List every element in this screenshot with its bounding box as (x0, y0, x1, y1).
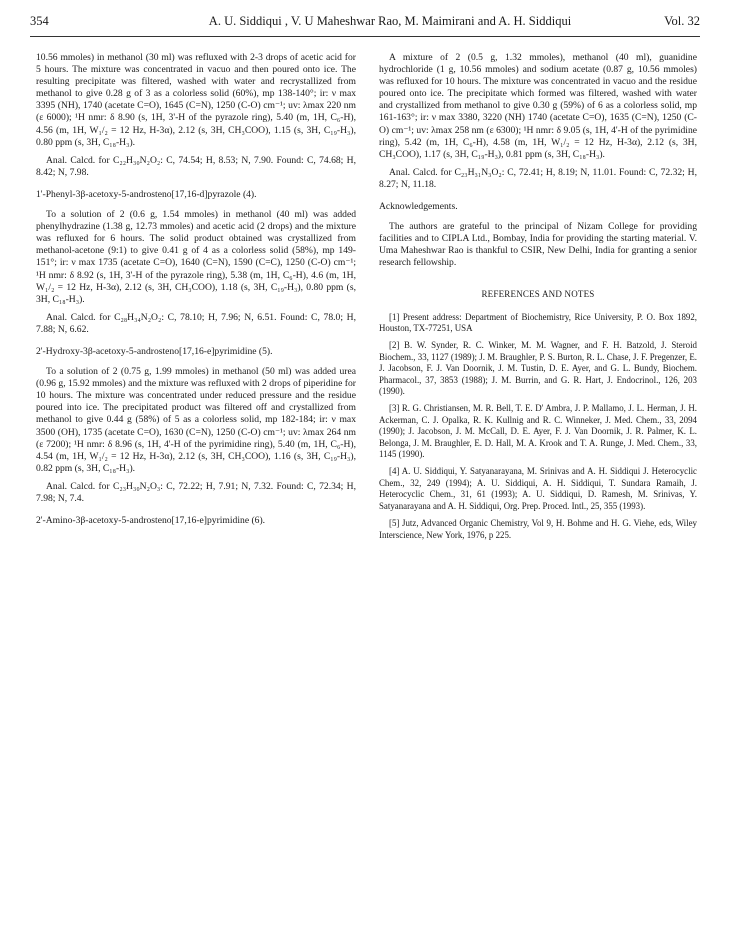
page-number: 354 (30, 14, 49, 28)
reference-item: [1] Present address: Department of Biochemistry, Rice University, P. O. Box 1892, Houston, TX-77251, USA (379, 311, 697, 333)
analysis-paragraph: Anal. Calcd. for C₂₈H₃₄N₂O₂: C, 78.10; H, 7.96; N, 6.51. Found: C, 78.0; H, 7.88; N, 6.62. (36, 311, 356, 335)
procedure-paragraph: To a solution of 2 (0.75 g, 1.99 mmoles) in methanol (50 ml) was added urea (0.96 g, 15.92 mmoles) and the mixture was refluxed with 2 drops of piperidine for 10 hours. The mixture was concentrated under reduced pressure and the residue poured into ice. The precipitated product was filtered off and crystallized from methanol to give 0.44 g (58%) of 5 as a colorless solid, mp 182-184; ir: ν max 3500 (OH), 1735 (acetate C=O), 1630 (C=N), 1250 (C-O) cm⁻¹; uv: λmax 264 nm (ε 7200); ¹H nmr: δ 8.96 (s, 1H, 4'-H of the pyrimidine ring), 5.40 (m, 1H, C₆-H), 4.54 (m, 1H, W₁/₂ = 12 Hz, H-3α), 2.12 (s, 3H, CH₃COO), 1.16 (s, 3H, C₁₉-H₃), 0.82 ppm (s, 3H, C₁₈-H₃). (36, 366, 356, 474)
right-column (379, 52, 697, 547)
reference-item: [2] B. W. Synder, R. C. Winker, M. M. Wagner, and F. H. Batzold, J. Steroid Biochem., 33, 1127 (1989); J. M. Braughler, P. S. Burton, R. L. Chase, J. F. Pregenzer, E. J. Jacobson, F. J. Van Doornik, J. M. Tustin, D. E. Ayer, and G. L. Bundy, Biochem. Pharmacol., 37, 3853 (1988); J. M. Burrin, and G. R. Hart, J. Endocrinol., 126, 203 (1990). (379, 340, 697, 397)
procedure-paragraph: 10.56 mmoles) in methanol (30 ml) was refluxed with 2-3 drops of acetic acid for 5 hours. The mixture was concentrated in vacuo and then poured onto ice. The resulting precipitate was filtered, washed with water and recrystallized from methanol to give 0.28 g of 3 as a colorless solid (60%), mp 138-140°; ir: ν max 3395 (NH), 1740 (acetate C=O), 1645 (C=N), 1250 (C-O) cm⁻¹; uv: λmax 220 nm (ε 6000); ¹H nmr: δ 8.90 (s, 1H, 3'-H of the pyrazole ring), 5.40 (m, 1H, C₆-H), 4.56 (m, 1H, W₁/₂ = 12 Hz, H-3α), 2.12 (s, 3H, CH₃COO), 1.15 (s, 3H, C₁₉-H₃), 0.80 ppm (s, 3H, C₁₈-H₃). (36, 52, 356, 148)
reference-item: [4] A. U. Siddiqui, Y. Satyanarayana, M. Srinivas and A. H. Siddiqui J. Heterocyclic Chem., 32, 249 (1994); A. U. Siddiqui, A. H. Siddiqui, T. Sundara Ramaih, J. Heterocyclic Chem., 31, 61 (1993); A. U. Siddiqui, D. Ramesh, M. Srinivas, Y. Satyanarayana and A. H. Siddiqui, Org. Prep. Proced. Intl., 25, 355 (1993). (379, 466, 697, 511)
analysis-paragraph: Anal. Calcd. for C₂₂H₃₀N₂O₂: C, 74.54; H, 8.53; N, 7.90. Found: C, 74.68; H, 8.42; N, 7.98. (36, 154, 356, 178)
page-header (30, 14, 700, 34)
compound-heading: 1'-Phenyl-3β-acetoxy-5-androsteno[17,16-d]pyrazole (4). (36, 188, 257, 200)
volume-label: Vol. 32 (664, 14, 700, 28)
reference-item: [5] Jutz, Advanced Organic Chemistry, Vol 9, H. Bohme and H. G. Viehe, eds, Wiley Interscience, New York, 1976, p 225. (379, 518, 697, 540)
running-authors: A. U. Siddiqui , V. U Maheshwar Rao, M. Maimirani and A. H. Siddiqui (208, 14, 572, 28)
procedure-paragraph: To a solution of 2 (0.6 g, 1.54 mmoles) in methanol (40 ml) was added phenylhydrazine (1.38 g, 12.73 mmoles) and acetic acid (2 drops) and the mixture was refluxed for 6 hours. The solid product obtained was crystallized from methanol-acetone (9:1) to give 0.41 g of 4 as a colorless solid (58%), mp 149-151°; ir: ν max 1735 (acetate C=O), 1640 (C=N), 1590 (C=C), 1250 (C-O) cm⁻¹; ¹H nmr: δ 8.92 (s, 1H, 3'-H of the pyrazole ring), 5.38 (m, 1H, C₆-H), 4.6 (m, 1H, W₁/₂ = 12 Hz, H-3α), 2.12 (s, 3H, CH₃COO), 1.18 (s, 3H, C₁₉-H₃), 0.80 ppm (s, 3H, C₁₈-H₃). (36, 209, 356, 305)
header-rule (30, 36, 700, 37)
references-title: REFERENCES AND NOTES (481, 288, 595, 299)
acknowledgements-text: The authors are grateful to the principal of Nizam College for providing facilities and to CIPLA Ltd., Bombay, India for providing the starting material. V. Uma Maheshwar Rao is thankful to CSIR, New Delhi, India for granting a senior research fellowship. (379, 221, 697, 269)
analysis-paragraph: Anal. Calcd. for C₂₃H₃₁N₃O₂: C, 72.41; H, 8.19; N, 11.01. Found: C, 72.32; H, 8.27; N, 11.18. (379, 166, 697, 190)
procedure-paragraph: A mixture of 2 (0.5 g, 1.32 mmoles), methanol (40 ml), guanidine hydrochloride (1 g, 10.56 mmoles) and sodium acetate (0.87 g, 10.56 mmoles) was refluxed for 10 hours. The mixture was concentrated in vacuo and the residue poured onto ice. The precipitate which formed was filtered, washed with water and crystallized from methanol to give 0.30 g (59%) of 6 as a colorless solid, mp 161-163°; ir: ν max 3380, 3220 (NH) 1740 (acetate C=O), 1635 (C=N), 1250 (C-O) cm⁻¹; uv: λmax 258 nm (ε 6300); ¹H nmr: δ 9.05 (s, 1H, 4'-H of the pyrimidine ring), 5.42 (m, 1H, C₆-H), 4.58 (m, 1H, W₁/₂ = 12 Hz, H-3α), 2.12 (s, 3H, CH₃COO), 1.17 (s, 3H, C₁₉-H₃), 0.81 ppm (s, 3H, C₁₈-H₃). (379, 52, 697, 160)
reference-item: [3] R. G. Christiansen, M. R. Bell, T. E. D' Ambra, J. P. Mallamo, J. L. Herman, J. H. Ackerman, C. J. Opalka, R. K. Kullnig and R. C. Winneker, J. Med. Chem., 33, 2094 (1990); J. Jacobson, J. M. McCall, D. E. Ayer, F. J. Van Doornik, J. R. Palmer, K. L. Belonga, J. M. Braughler, E. D. Hall, M. A. Krook and T. A. Runge, J. Med. Chem., 33, 1145 (1990). (379, 403, 697, 460)
acknowledgements-heading: Acknowledgements. (379, 201, 458, 213)
analysis-paragraph: Anal. Calcd. for C₂₃H₃₀N₂O₃: C, 72.22; H, 7.91; N, 7.32. Found: C, 72.34; H, 7.98; N, 7.4. (36, 480, 356, 504)
compound-heading: 2'-Hydroxy-3β-acetoxy-5-androsteno[17,16-e]pyrimidine (5). (36, 345, 273, 357)
left-column (36, 52, 356, 535)
compound-heading: 2'-Amino-3β-acetoxy-5-androsteno[17,16-e]pyrimidine (6). (36, 515, 266, 527)
